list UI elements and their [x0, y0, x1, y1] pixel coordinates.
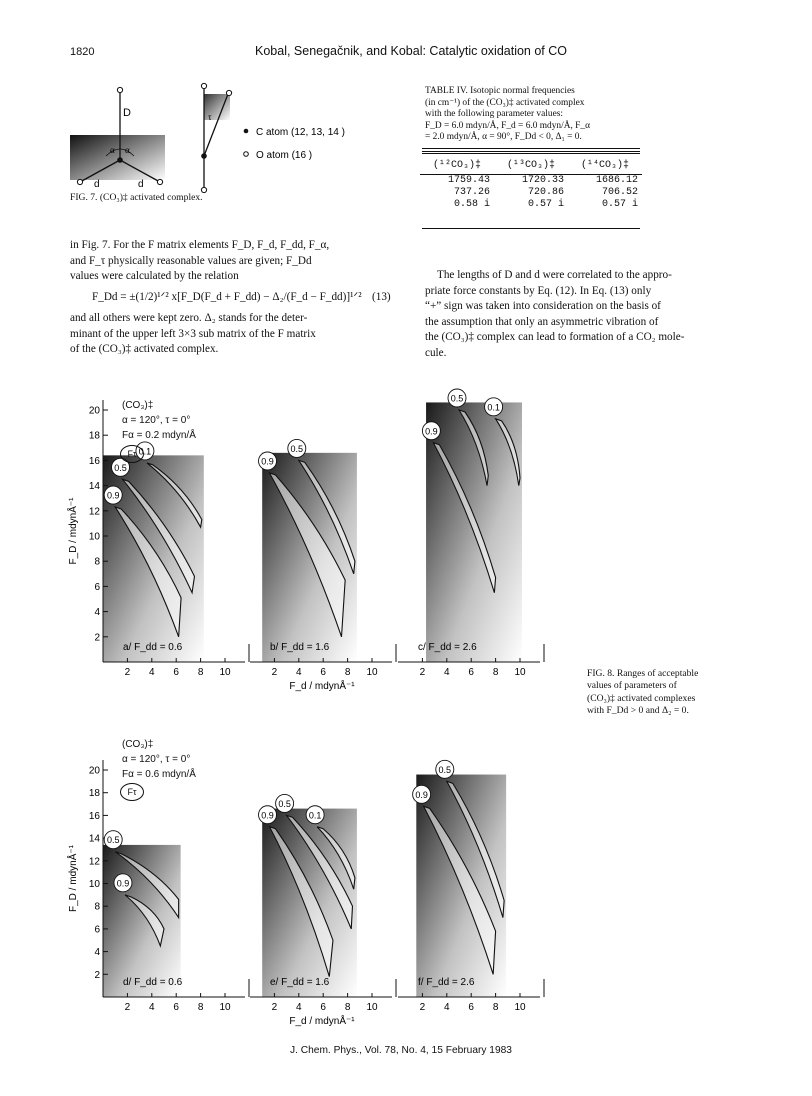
x-tick-label: 4 [296, 1002, 302, 1013]
o-atom-top [117, 87, 122, 92]
series-label: 0.9 [425, 426, 438, 437]
table4-header: (¹⁴CO₃)‡ [580, 160, 629, 171]
x-axis-title: F_d / mdynÅ⁻¹ [289, 681, 355, 692]
series-label: 0.5 [278, 798, 291, 809]
x-tick-label: 6 [320, 1002, 326, 1013]
fig7-label-tau: τ [208, 112, 212, 122]
y-tick-label: 14 [88, 481, 100, 493]
x-tick-label: 2 [419, 1002, 426, 1013]
x-tick-label: 8 [197, 1002, 204, 1013]
o-atom-left [77, 179, 82, 184]
fig8-bottom-ftau: Fτ [120, 783, 144, 801]
y-tick-label: 12 [88, 506, 100, 518]
y-tick-label: 2 [94, 632, 100, 644]
fig7-label-d-left: d [94, 179, 100, 190]
equation-13: F_Dd = ±(1/2)¹ᐟ² x[F_D(F_d + F_dd) − Δ₂/(F_d − F_dd)]¹ᐟ² [92, 291, 362, 303]
y-tick-label: 6 [94, 924, 100, 936]
fig8-caption: FIG. 8. Ranges of acceptable values of parameters of (CO₃)‡ activated complexes with F_Dd > 0 and Δ₂ = 0. [587, 668, 699, 717]
series-label: 0.5 [290, 443, 304, 454]
fig8-top-ftau: Fτ [120, 445, 144, 463]
panel-label: e/ F_dd = 1.6 [270, 977, 330, 988]
y-tick-label: 14 [88, 833, 100, 845]
y-tick-label: 18 [88, 430, 100, 442]
table-row: 737.26 720.86 706.52 [453, 187, 638, 199]
panel-label: c/ F_dd = 2.6 [418, 642, 477, 653]
x-tick-label: 8 [344, 1002, 351, 1013]
y-tick-label: 16 [88, 455, 100, 467]
body-text-right: The lengths of D and d were correlated to the appro- priate force constants by Eq. (12). In Eq. (13) only “+” sign was taken into consideration on the basis of the assumption that only an asymmetric vibration of the (CO₃)‡ complex can lead to formation of a CO₂ mole- cule. [425, 269, 685, 359]
y-tick-label: 10 [88, 531, 100, 543]
y-axis-title: F_D / mdynÅ⁻¹ [68, 497, 79, 565]
legend-o-atom: O atom (16 ) [256, 150, 313, 161]
page-number: 1820 [70, 46, 95, 58]
equation-number: (13) [372, 291, 391, 303]
y-tick-label: 20 [88, 765, 100, 777]
x-tick-label: 10 [514, 667, 526, 678]
running-title: Kobal, Senegačnik, and Kobal: Catalytic oxidation of CO [255, 44, 567, 58]
table-row: 1759.43 1720.33 1686.12 [447, 175, 638, 187]
series-label: 0.9 [261, 810, 274, 821]
x-tick-label: 2 [124, 667, 131, 678]
body-text-left: in Fig. 7. For the F matrix elements F_D, F_d, F_dd, F_α, and F_τ physically reasonable values are given; F_Dd values were calculated by the relation [70, 239, 330, 282]
y-tick-label: 8 [94, 556, 100, 568]
x-tick-label: 2 [271, 1002, 278, 1013]
panel-label: b/ F_dd = 1.6 [270, 642, 330, 653]
x-tick-label: 8 [492, 1002, 499, 1013]
fig7-label-D: D [123, 107, 131, 119]
panel-label: a/ F_dd = 0.6 [123, 642, 183, 653]
x-tick-label: 4 [444, 1002, 450, 1013]
y-tick-label: 2 [94, 969, 100, 981]
x-tick-label: 2 [271, 667, 278, 678]
x-tick-label: 6 [320, 667, 326, 678]
y-tick-label: 4 [94, 607, 100, 619]
x-axis-title: F_d / mdynÅ⁻¹ [289, 1016, 355, 1027]
y-tick-label: 20 [88, 405, 100, 417]
y-tick-label: 16 [88, 810, 100, 822]
x-tick-label: 10 [366, 1002, 378, 1013]
body-text-left-2: and all others were kept zero. Δ₂ stands for the deter- minant of the upper left 3×3 sub matrix of the F matrix of the (CO₃)‡ activated complex. [70, 312, 316, 355]
series-label: 0.1 [487, 402, 500, 413]
legend-o-dot [244, 152, 249, 157]
x-tick-label: 2 [124, 1002, 131, 1013]
x-tick-label: 10 [219, 667, 231, 678]
fig7-shade-left [70, 135, 165, 180]
series-label: 0.5 [114, 462, 127, 473]
x-tick-label: 10 [366, 667, 378, 678]
fig7-label-alpha-left: α [110, 145, 115, 155]
fig8-top-legend: (CO₃)‡ α = 120°, τ = 0° Fα = 0.2 mdyn/Å [122, 400, 196, 441]
x-tick-label: 4 [296, 667, 302, 678]
fig7-label-alpha-right: α [125, 145, 130, 155]
series-label: 0.1 [138, 446, 152, 457]
table4-header: (¹³CO₃)‡ [506, 160, 555, 171]
series-label: 0.9 [415, 789, 428, 800]
table4 [420, 156, 642, 210]
legend-c-atom: C atom (12, 13, 14 ) [256, 127, 345, 138]
x-tick-label: 8 [492, 667, 499, 678]
x-tick-label: 2 [419, 667, 426, 678]
y-tick-label: 4 [94, 947, 100, 959]
legend-c-dot [244, 129, 249, 134]
c-atom [117, 157, 123, 163]
series-label: 0.5 [106, 835, 120, 846]
fig7-caption: FIG. 7. (CO₃)‡ activated complex. [70, 192, 203, 203]
y-tick-label: 12 [88, 856, 100, 868]
y-tick-label: 8 [94, 901, 100, 913]
panel-label: d/ F_dd = 0.6 [123, 977, 183, 988]
x-tick-label: 6 [173, 1002, 179, 1013]
series-label: 0.9 [116, 878, 130, 889]
x-tick-label: 6 [468, 1002, 474, 1013]
table4-header: (¹²CO₃)‡ [432, 160, 481, 171]
x-tick-label: 6 [468, 667, 474, 678]
series-label: 0.9 [261, 456, 274, 467]
x-tick-label: 4 [149, 667, 155, 678]
x-tick-label: 10 [514, 1002, 526, 1013]
x-tick-label: 8 [344, 667, 351, 678]
y-tick-label: 10 [88, 879, 100, 890]
series-label: 0.5 [450, 393, 464, 404]
y-tick-label: 18 [88, 788, 100, 800]
x-tick-label: 6 [173, 667, 179, 678]
fig7-label-d-right: d [138, 179, 144, 190]
x-tick-label: 4 [149, 1002, 155, 1013]
x-tick-label: 10 [219, 1002, 231, 1013]
series-label: 0.1 [308, 810, 322, 821]
fig7-drawing [70, 78, 370, 208]
series-label: 0.9 [106, 490, 120, 501]
o-atom-right [157, 179, 162, 184]
fig8-bottom-legend: (CO₃)‡ α = 120°, τ = 0° Fα = 0.6 mdyn/Å [122, 739, 196, 780]
y-axis-title: F_D / mdynÅ⁻¹ [68, 845, 79, 912]
table-row: 0.58 i 0.57 i 0.57 i [453, 198, 638, 210]
x-tick-label: 4 [444, 667, 450, 678]
page-footer: J. Chem. Phys., Vol. 78, No. 4, 15 February 1983 [290, 1045, 512, 1056]
series-label: 0.5 [438, 764, 452, 775]
x-tick-label: 8 [197, 667, 204, 678]
y-tick-label: 6 [94, 581, 100, 593]
table4-caption: TABLE IV. Isotopic normal frequencies (in cm⁻¹) of the (CO₃)‡ activated complex with the following parameter values: F_D = 6.0 mdyn/Å, F_d = 6.0 mdyn/Å, F_α = 2.0 mdyn/Å, α = 90°, F_Dd < 0, Δ₁ = 0. [425, 86, 590, 143]
panel-label: f/ F_dd = 2.6 [418, 977, 475, 988]
